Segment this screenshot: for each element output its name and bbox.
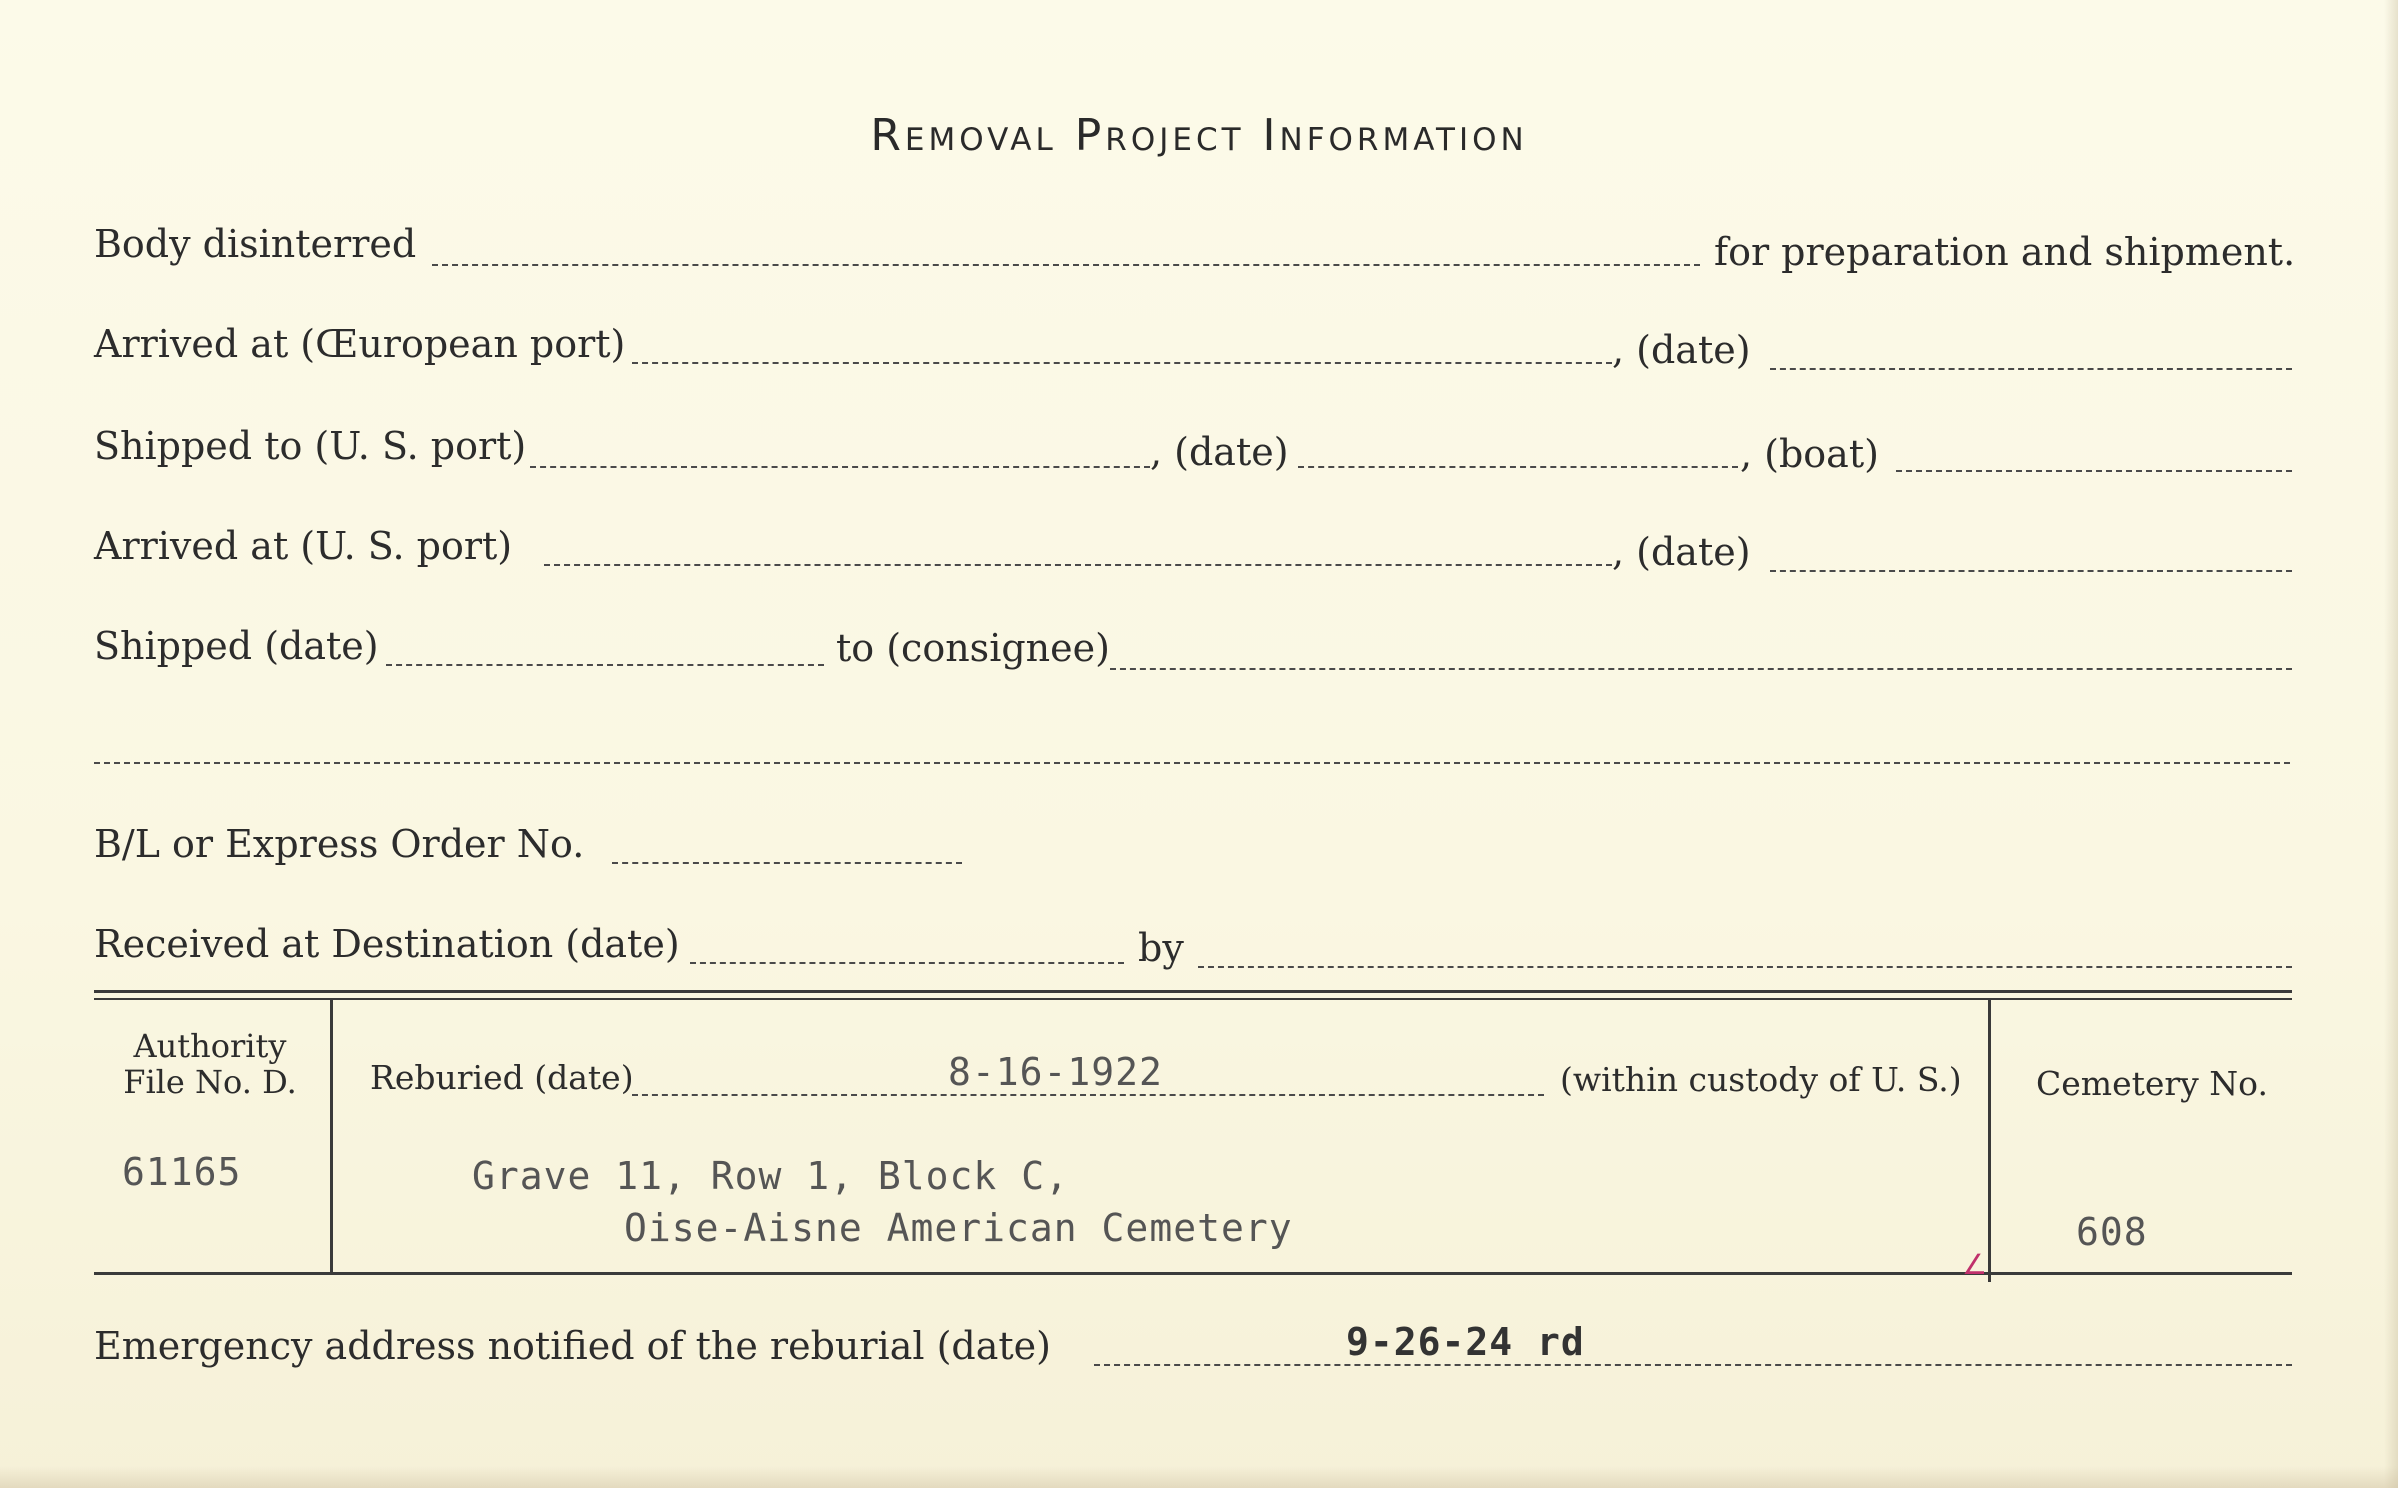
consignee-field[interactable] [1110, 668, 2292, 670]
european-port-field[interactable] [632, 362, 1612, 364]
arrived-us-port-field[interactable] [544, 564, 1612, 566]
check-mark-icon: ∠ [1962, 1248, 1988, 1281]
shipped-date-label: , (date) [1150, 430, 1289, 474]
body-disinterred-label: Body disinterred [94, 222, 417, 266]
shipped-us-date-field[interactable] [1298, 466, 1738, 468]
preparation-shipment-label: for preparation and shipment. [1714, 230, 2296, 274]
boat-field[interactable] [1896, 470, 2292, 472]
arrived-european-port-label: Arrived at (Œuropean port) [94, 322, 626, 366]
us-port-field[interactable] [530, 466, 1150, 468]
arrived-us-date-label: , (date) [1612, 530, 1751, 574]
arrived-us-date-field[interactable] [1770, 570, 2292, 572]
boat-label: , (boat) [1740, 432, 1879, 476]
card-edge-shadow-bottom [0, 1466, 2398, 1488]
arrived-european-date-label: , (date) [1612, 328, 1751, 372]
european-date-field[interactable] [1770, 368, 2292, 370]
consignee-label: to (consignee) [836, 626, 1110, 670]
received-by-label: by [1138, 926, 1184, 970]
emergency-address-label: Emergency address notified of the reburial (date) [94, 1324, 1051, 1368]
authority-header [100, 1028, 320, 1100]
shipped-date-field[interactable] [386, 664, 824, 666]
reburied-date-value: 8-16-1922 [948, 1050, 1163, 1094]
bl-order-label: B/L or Express Order No. [94, 822, 585, 866]
reburied-date-field[interactable] [632, 1094, 1544, 1096]
box-divider-right [1988, 1000, 1991, 1282]
authority-file-value: 61165 [122, 1150, 242, 1194]
box-top-rule-double [94, 998, 2292, 1000]
box-divider-left [330, 1000, 333, 1272]
card-edge-shadow [2384, 0, 2398, 1488]
custody-label: (within custody of U. S.) [1560, 1060, 1962, 1099]
arrived-us-port-label: Arrived at (U. S. port) [94, 524, 513, 568]
cemetery-no-value: 608 [2076, 1210, 2148, 1254]
emergency-date-field[interactable] [1094, 1364, 2292, 1366]
grave-location-line-2: Oise-Aisne American Cemetery [624, 1206, 1293, 1250]
received-destination-label: Received at Destination (date) [94, 922, 680, 966]
form-title: Removal Project Information [870, 110, 1528, 161]
file-no-label: File No. D. [123, 1063, 297, 1101]
cemetery-no-label: Cemetery No. [2036, 1064, 2268, 1103]
authority-label: Authority [133, 1027, 287, 1065]
reburied-date-label: Reburied (date) [370, 1058, 634, 1097]
shipped-us-port-label: Shipped to (U. S. port) [94, 424, 527, 468]
emergency-date-value: 9-26-24 rd [1346, 1320, 1585, 1364]
body-disinterred-field[interactable] [432, 264, 1700, 266]
consignee-continuation-field[interactable] [94, 762, 2290, 764]
shipped-date-only-label: Shipped (date) [94, 624, 379, 668]
bl-order-field[interactable] [612, 862, 962, 864]
received-date-field[interactable] [690, 962, 1124, 964]
grave-location-line-1: Grave 11, Row 1, Block C, [472, 1154, 1069, 1198]
received-by-field[interactable] [1198, 966, 2292, 968]
box-top-rule [94, 990, 2292, 993]
